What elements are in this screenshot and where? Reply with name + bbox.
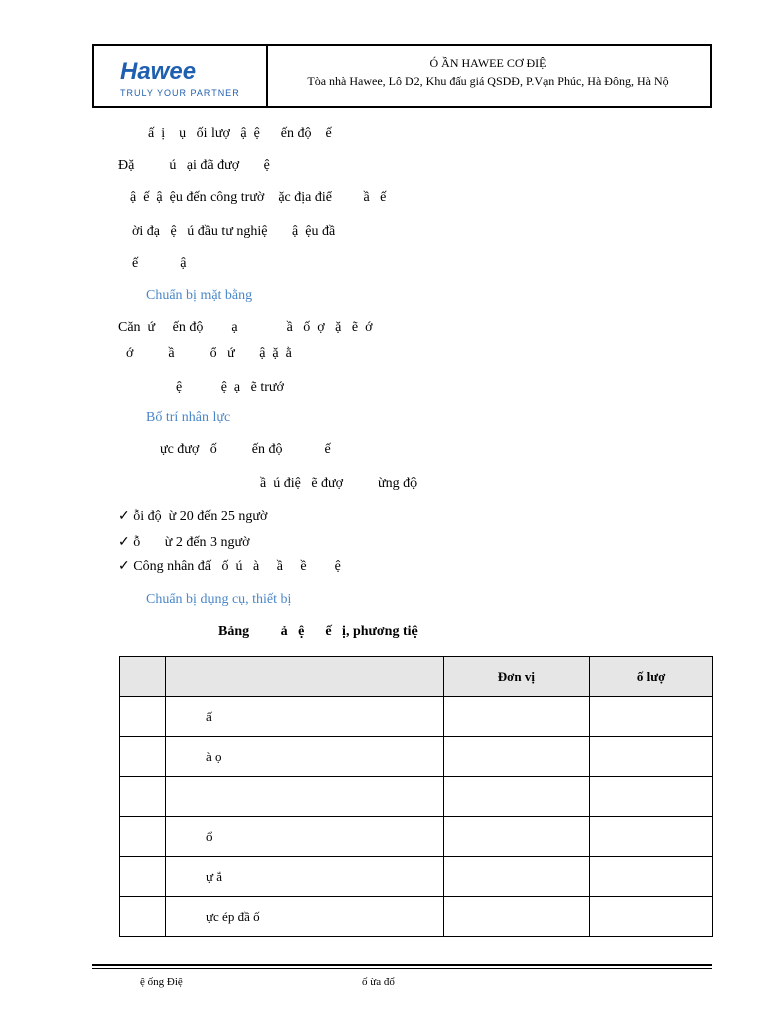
- equipment-table: [119, 656, 713, 937]
- body-line: ời đạ ệ ú đầu tư nghiệ ậ ệu đầ: [132, 224, 336, 239]
- checkmark-icon: ✓: [118, 559, 134, 574]
- table-header-cell: ố lượ: [590, 657, 713, 697]
- company-name: Ó ẦN HAWEE CƠ ĐIỆ: [429, 56, 547, 70]
- body-line: Bảng ả ệ ế ị, phương tiệ: [218, 624, 418, 639]
- body-line: Căn ứ ến độ ạ ầ ố ợ ặ ẽ ớ: [118, 320, 373, 335]
- table-header-cell: Đơn vị: [443, 657, 590, 697]
- body-line: ế ậ: [132, 256, 187, 271]
- table-header-cell: [120, 657, 166, 697]
- company-logo: Hawee TRULY YOUR PARTNER: [94, 46, 268, 106]
- checkmark-icon: ✓: [118, 509, 134, 524]
- body-line: ực đượ ố ến độ ế: [160, 442, 331, 457]
- table-header-cell: [165, 657, 443, 697]
- table-row: à ọ: [120, 737, 713, 777]
- table-row: ấ: [120, 697, 713, 737]
- footer-right: ố ừa đổ: [362, 976, 395, 988]
- table-row: ổ: [120, 817, 713, 857]
- table-row: ự ắ: [120, 857, 713, 897]
- body-line: ớ ầ ổ ứ ậ ặ ằ: [126, 346, 292, 361]
- section-heading: Chuẩn bị dụng cụ, thiết bị: [146, 592, 292, 607]
- body-line: ầ ú điệ ẽ đượ ừng độ: [260, 476, 418, 491]
- table-row: ực ép đầ ố: [120, 897, 713, 937]
- checkmark-icon: ✓: [118, 535, 134, 550]
- body-line: ậ ế ậ ệu đến công trườ ặc địa điể ầ ế: [130, 190, 387, 205]
- body-line: ✓ ỗ ừ 2 đến 3 ngườ: [118, 535, 250, 550]
- body-line: ấ ị ụ ối lượ ậ ệ ến độ ế: [148, 126, 332, 141]
- company-address: Tòa nhà Hawee, Lô D2, Khu đấu giá QSDĐ, P.Vạn Phúc, Hà Đông, Hà Nộ: [307, 74, 669, 88]
- body-line: Đặ ú ại đã đượ ệ: [118, 158, 270, 173]
- footer-left: ệ ống Điệ: [140, 976, 183, 988]
- section-heading: Bố trí nhân lực: [146, 410, 231, 425]
- table-row: [120, 777, 713, 817]
- section-heading: Chuẩn bị mặt bằng: [146, 288, 253, 303]
- body-line: ✓ Công nhân đấ ố ú à ầ ề ệ: [118, 559, 341, 574]
- body-line: ệ ệ ạ ẽ trướ: [176, 380, 284, 395]
- header-box: [92, 44, 712, 108]
- body-line: ✓ ỗi độ ừ 20 đến 25 ngườ: [118, 509, 268, 524]
